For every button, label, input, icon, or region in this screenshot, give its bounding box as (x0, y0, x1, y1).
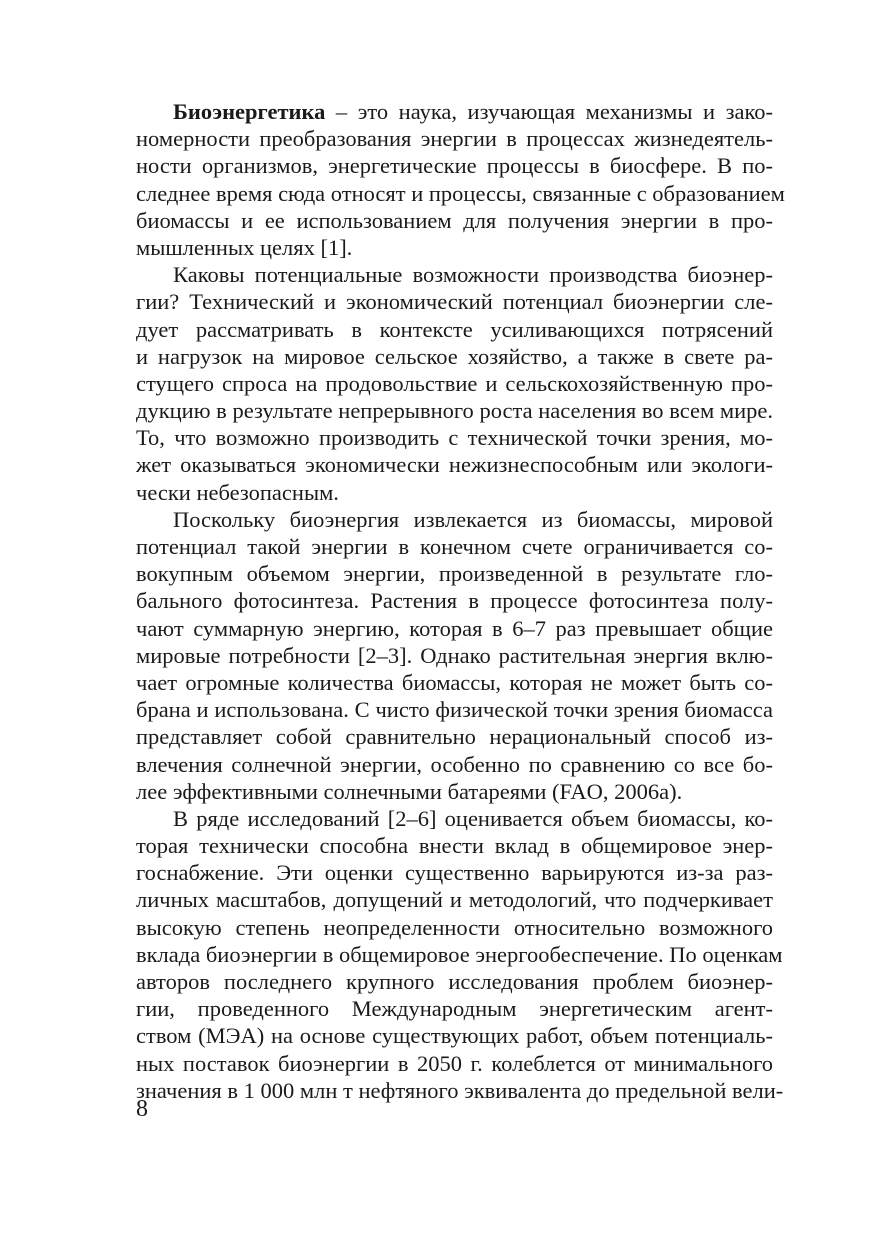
text-line: биомассы и ее использованием для получения энергии в про- (136, 207, 773, 233)
text-line: чески небезопасным. (136, 479, 339, 505)
text-line: высокую степень неопределенности относительно возможного (136, 914, 773, 940)
text-line: вокупным объемом энергии, произведенной в результате гло- (136, 561, 773, 587)
page-number: 8 (136, 1096, 148, 1122)
text-line: дует рассматривать в контексте усиливающихся потрясений (136, 316, 773, 342)
text-line: личных масштабов, допущений и методологий, что подчеркивает (136, 887, 773, 913)
text-line: дукцию в результате непрерывного роста населения во всем мире. (136, 398, 773, 424)
text-line: Каковы потенциальные возможности производства биоэнер- (173, 262, 773, 288)
text-line: мышленных целях [1]. (136, 234, 353, 260)
paragraph-1 (136, 98, 785, 261)
text-line: номерности преобразования энергии в процессах жизнедеятель- (136, 126, 773, 152)
text-line: авторов последнего крупного исследования проблем биоэнер- (136, 969, 773, 994)
text-line: следнее время сюда относят и процессы, связанные с образованием (136, 180, 785, 206)
text-line: мировые потребности [2–3]. Однако растительная энергия вклю- (136, 642, 773, 668)
text-line: гии, проведенного Международным энергетическим агент- (136, 996, 773, 1022)
line-text: – это наука, изучающая механизмы и зако- (325, 99, 773, 124)
text-line: жет оказываться экономически нежизнеспособным или экологи- (136, 452, 773, 478)
text-line: гии? Технический и экономический потенциал биоэнергии сле- (136, 289, 773, 315)
text-line: В ряде исследований [2–6] оценивается объем биомассы, ко- (173, 805, 773, 831)
text-line: значения в 1 000 млн т нефтяного эквивалента до предельной вели- (136, 1077, 784, 1103)
text-line (136, 98, 773, 125)
text-line: чают суммарную энергию, которая в 6–7 раз превышает общие (136, 615, 773, 641)
text-line: стущего спроса на продовольствие и сельскохозяйственную про- (136, 370, 773, 396)
text-line: влечения солнечной энергии, особенно по сравнению со все бо- (136, 751, 773, 777)
text-line: ности организмов, энергетические процессы в биосфере. В по- (136, 153, 773, 179)
text-line: вклада биоэнергии в общемировое энергообеспечение. По оценкам (136, 941, 783, 967)
paragraph-2 (136, 261, 773, 506)
text-line: Поскольку биоэнергия извлекается из биомассы, мировой (173, 506, 773, 532)
text-line: и нагрузок на мировое сельское хозяйство, а также в свете ра- (136, 343, 773, 369)
text-line: ных поставок биоэнергии в 2050 г. колеблется от минимального (136, 1050, 773, 1076)
body-text (136, 98, 785, 1104)
text-line: потенциал такой энергии в конечном счете ограничивается со- (136, 534, 773, 559)
text-line: торая технически способна внести вклад в общемировое энер- (136, 833, 773, 859)
paragraph-3 (136, 506, 773, 805)
text-line: чает огромные количества биомассы, которая не может быть со- (136, 669, 773, 695)
text-line: лее эффективными солнечными батареями (FAO, 2006a). (136, 778, 683, 804)
text-line: брана и использована. С чисто физической точки зрения биомасса (136, 697, 773, 723)
text-line: представляет собой сравнительно нерациональный способ из- (136, 724, 773, 750)
text-line: То, что возможно производить с технической точки зрения, мо- (136, 425, 773, 451)
text-line: бального фотосинтеза. Растения в процессе фотосинтеза полу- (136, 588, 773, 614)
bold-term: Биоэнергетика (173, 99, 326, 124)
text-line: госнабжение. Эти оценки существенно варьируются из-за раз- (136, 860, 773, 886)
text-line: ством (МЭА) на основе существующих работ, объем потенциаль- (136, 1023, 773, 1049)
paragraph-4 (136, 805, 784, 1104)
